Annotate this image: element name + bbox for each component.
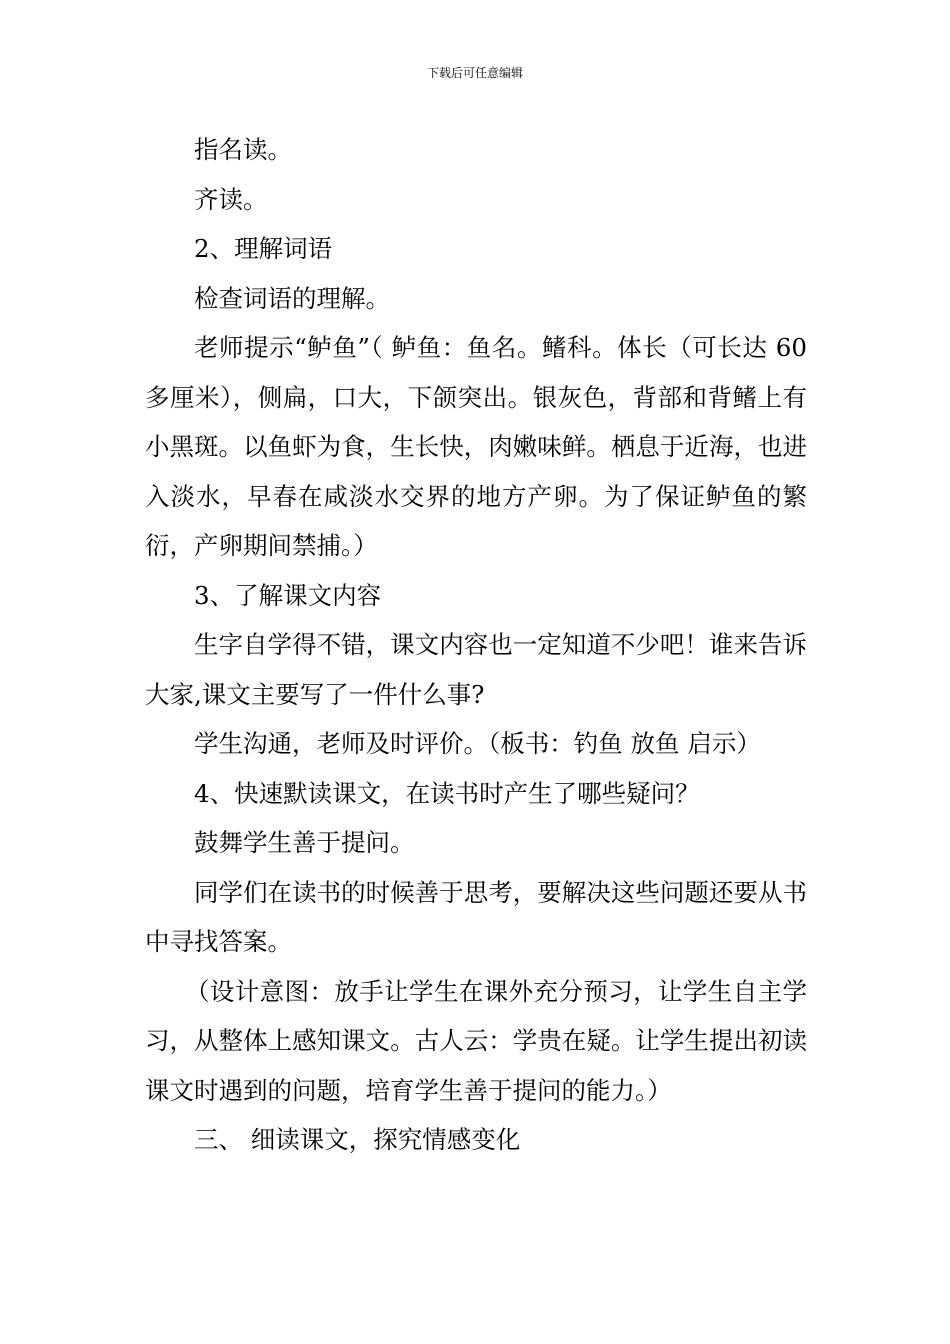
paragraph-read-together: 齐读。 bbox=[194, 184, 268, 214]
section-heading-understand-words: 2、理解词语 bbox=[194, 234, 333, 263]
paragraph-find-answers: 同学们在读书的时候善于思考，要解决这些问题还要从书中寻找答案。 bbox=[145, 877, 807, 956]
section-heading-silent-reading: 4、快速默读课文，在读书时产生了哪些疑问？ bbox=[194, 778, 700, 808]
paragraph-encourage-questions: 鼓舞学生善于提问。 bbox=[194, 828, 415, 857]
section-heading-close-reading: 三、 细读课文，探究情感变化 bbox=[194, 1125, 521, 1154]
paragraph-self-study: 生字自学得不错，课文内容也一定知道不少吧！谁来告诉大家,课文主要写了一件什么事? bbox=[145, 630, 807, 709]
paragraph-design-intent: （设计意图：放手让学生在课外充分预习，让学生自主学习，从整体上感知课文。古人云：学贵在疑。让学生提出初读课文时遇到的问题，培育学生善于提问的能力。） bbox=[145, 976, 807, 1105]
paragraph-check-words: 检查词语的理解。 bbox=[194, 283, 390, 313]
page-header: 下载后可任意编辑 bbox=[426, 66, 523, 80]
document-body bbox=[145, 125, 807, 1165]
section-heading-text-content: 3、了解课文内容 bbox=[194, 580, 382, 610]
paragraph-read-by-name: 指名读。 bbox=[194, 135, 292, 164]
paragraph-perch-note: 老师提示“鲈鱼”（ 鲈鱼：鱼名。鳍科。体长（可长达 60 多厘米），侧扁，口大，下颌突出。银灰色，背部和背鳍上有小黑斑。以鱼虾为食，生长快，肉嫩味鲜。栖息于近海，也进入淡水，早春在咸淡水交界的地方产卵。为了保证鲈鱼的繁衍，产卵期间禁捕。） bbox=[145, 333, 807, 560]
paragraph-student-communication: 学生沟通，老师及时评价。（板书：钓鱼 放鱼 启示） bbox=[194, 729, 761, 758]
